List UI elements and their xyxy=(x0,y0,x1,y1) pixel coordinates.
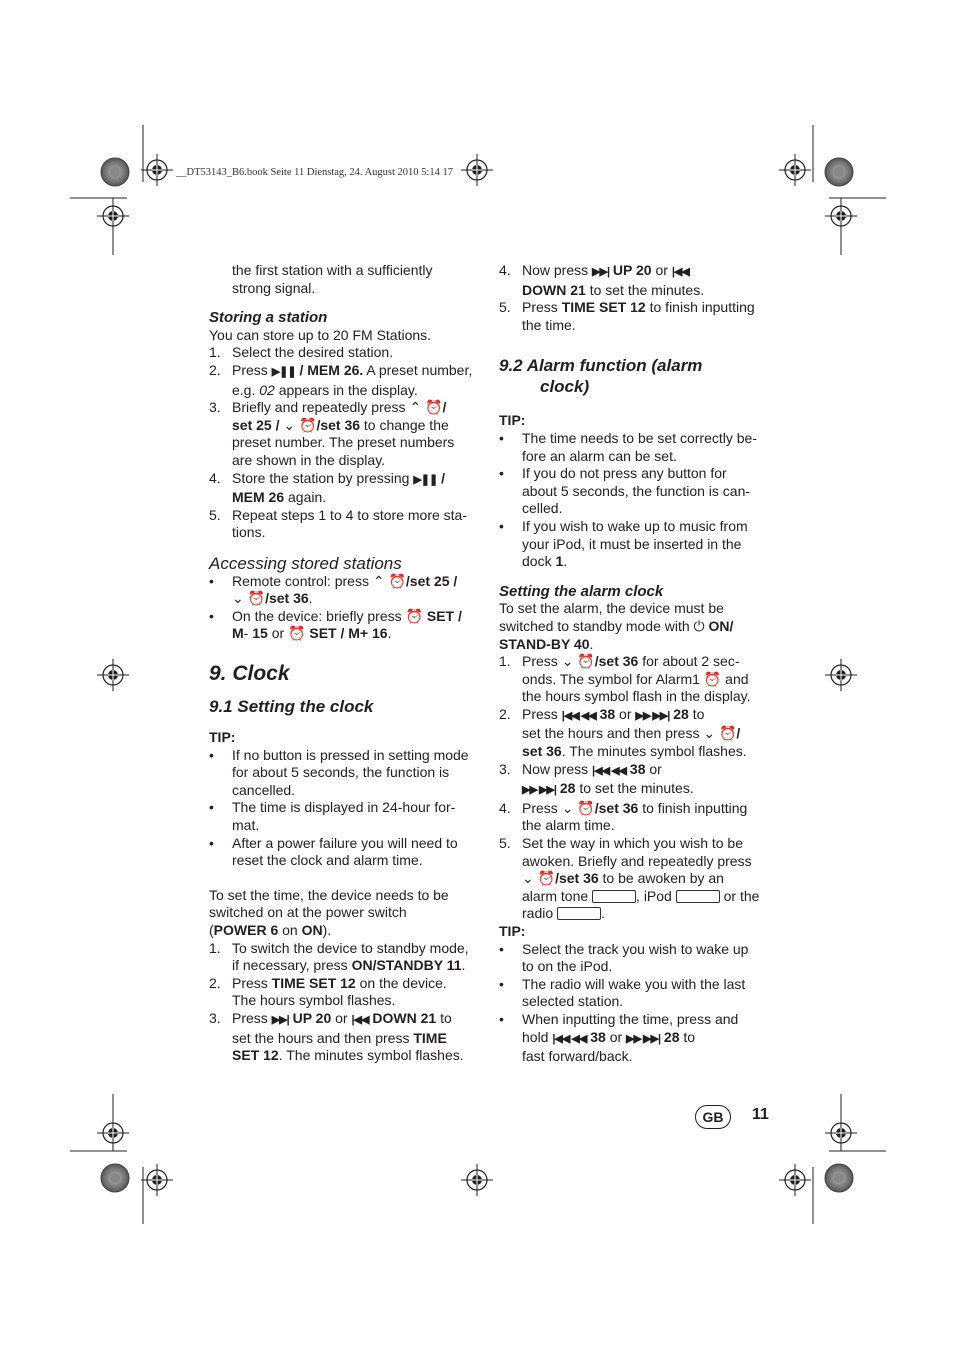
list-item: 4. Press ⌄ ⏰/set 36 to finish inputting the alarm time. xyxy=(499,799,748,834)
alarm-bell-icon: ⏰ xyxy=(288,625,306,642)
up-arrow-icon: ⌃ xyxy=(409,399,422,416)
alarm-tone-icon xyxy=(592,890,636,903)
alarm-bell-icon: ⏰ xyxy=(405,607,423,624)
list-item: 5. Repeat steps 1 to 4 to store more sta- tions. xyxy=(209,506,468,541)
bullet-item: • When inputting the time, press and hold |◀◀ ◀◀ 38 or ▶▶ ▶▶| 28 to fast forward/back. xyxy=(499,1010,739,1065)
alarm1-icon: ⏰ xyxy=(703,670,722,687)
right-column xyxy=(499,262,767,1066)
tip-label: TIP: xyxy=(499,923,526,939)
skip-forward-icon: ▶▶| xyxy=(271,1013,289,1026)
list-item: 1. Press ⌄ ⏰/set 36 for about 2 sec- onds. The symbol for Alarm1 ⏰ and the hours symbol flash in the display. xyxy=(499,653,751,705)
rewind-icon: |◀◀ ◀◀ xyxy=(552,1032,587,1045)
down-arrow-icon: ⌄ xyxy=(703,725,716,742)
down-arrow-icon: ⌄ xyxy=(561,799,574,816)
bullet-item: • If you do not press any button for about 5 seconds, the function is can- celled. xyxy=(499,465,751,517)
alarm1-icon: ⏰ xyxy=(537,870,556,887)
list-item: 3. Briefly and repeatedly press ⌃ ⏰/ set 25 / ⌄ ⏰/set 36 to change the preset number. The preset numbers are shown in the display. xyxy=(209,399,455,468)
setting-paragraph: To set the time, the device needs to be switched on at the power switch (POWER 6 on ON). xyxy=(209,886,449,938)
list-item: 3. Press ▶▶| UP 20 or |◀◀ DOWN 21 to set the hours and then press TIME SET 12. The minutes symbol flashes. xyxy=(209,1009,464,1064)
bullet-item: • If no button is pressed in setting mode for about 5 seconds, the function is cancelled. xyxy=(209,746,469,798)
page-number: 11 xyxy=(752,1106,769,1123)
storing-heading: Storing a station xyxy=(209,309,328,327)
list-item: 4. Now press ▶▶| UP 20 or |◀◀ DOWN 21 to set the minutes. xyxy=(499,262,705,298)
print-header: __DT53143_B6.book Seite 11 Dienstag, 24. August 2010 5:14 17 xyxy=(176,167,453,178)
bullet-item: • If you wish to wake up to music from your iPod, it must be inserted in the dock 1. xyxy=(499,517,748,570)
list-item: 1. To switch the device to standby mode, if necessary, press ON/STANDBY 11. xyxy=(209,939,469,974)
setting-alarm-heading: Setting the alarm clock xyxy=(499,582,664,600)
bullet-item: • The radio will wake you with the last selected station. xyxy=(499,975,746,1010)
alarm1-icon: ⏰ xyxy=(247,590,266,607)
alarm-heading: 9.2 Alarm function (alarm clock) xyxy=(499,356,703,397)
list-item: 5. Press TIME SET 12 to finish inputting the time. xyxy=(499,299,755,333)
bullet-item: • After a power failure you will need to reset the clock and alarm time. xyxy=(209,834,458,869)
intro-text: the first station with a sufficiently strong signal. xyxy=(232,262,433,296)
tip-label: TIP: xyxy=(209,729,236,746)
radio-icon xyxy=(557,907,601,920)
alarm1-icon: ⏰ xyxy=(577,799,595,816)
fast-forward-icon: ▶▶ ▶▶| xyxy=(635,709,670,722)
play-pause-icon: ▶❚❚ xyxy=(271,365,296,378)
down-arrow-icon: ⌄ xyxy=(232,590,244,607)
fast-forward-icon: ▶▶ ▶▶| xyxy=(626,1032,661,1045)
setting-alarm-intro: To set the alarm, the device must be switched to standby mode with ⏻ ON/ STAND-BY 40. xyxy=(499,600,734,652)
ipod-icon xyxy=(676,890,720,903)
down-arrow-icon: ⌄ xyxy=(561,653,574,670)
list-item: 4. Store the station by pressing ▶❚❚ / MEM 26 again. xyxy=(209,469,446,506)
list-item: 2. Press ▶❚❚ / MEM 26. A preset number, e.g. 02 appears in the display. xyxy=(209,361,473,398)
accessing-heading: Accessing stored stations xyxy=(209,553,402,573)
alarm2-icon: ⏰ xyxy=(388,572,406,589)
bullet-item: • The time needs to be set correctly be- fore an alarm can be set. xyxy=(499,429,757,464)
setting-clock-heading: 9.1 Setting the clock xyxy=(209,697,374,717)
fast-forward-icon: ▶▶ ▶▶| xyxy=(522,784,556,797)
storing-intro: You can store up to 20 FM Stations. xyxy=(209,326,432,343)
bullet-item: • Select the track you wish to wake up to on the iPod. xyxy=(499,940,749,975)
clock-heading: 9. Clock xyxy=(209,661,290,685)
rewind-icon: |◀◀ ◀◀ xyxy=(561,709,596,722)
skip-back-icon: |◀◀ xyxy=(671,266,689,278)
list-item: 5. Set the way in which you wish to be awoken. Briefly and repeatedly press ⌄ ⏰/set 36 to be awoken by an alarm tone , iPod or the radio . xyxy=(499,835,760,922)
down-arrow-icon: ⌄ xyxy=(522,870,534,887)
rewind-icon: |◀◀ ◀◀ xyxy=(592,764,627,777)
skip-back-icon: |◀◀ xyxy=(351,1013,369,1026)
bullet-item: • Remote control: press ⌃ ⏰/set 25 / ⌄ ⏰/set 36. xyxy=(209,572,458,607)
alarm2-icon: ⏰ xyxy=(425,399,443,416)
bullet-item: • On the device: briefly press ⏰ SET / M- 15 or ⏰ SET / M+ 16. xyxy=(209,607,462,642)
bullet-item: • The time is displayed in 24-hour for- mat. xyxy=(209,799,456,834)
list-item: 1. Select the desired station. xyxy=(209,344,394,361)
tip-label: TIP: xyxy=(499,412,526,429)
skip-forward-icon: ▶▶| xyxy=(592,266,610,278)
down-arrow-icon: ⌄ xyxy=(283,416,296,433)
play-pause-icon: ▶❚❚ xyxy=(413,473,438,486)
left-column xyxy=(209,262,477,1065)
list-item: 3. Now press |◀◀ ◀◀ 38 or ▶▶ ▶▶| 28 to set the minutes. xyxy=(499,760,694,797)
language-badge: GB xyxy=(695,1105,731,1129)
alarm1-icon: ⏰ xyxy=(299,416,317,433)
list-item: 2. Press TIME SET 12 on the device. The hours symbol flashes. xyxy=(209,974,447,1009)
alarm1-icon: ⏰ xyxy=(718,725,737,742)
up-arrow-icon: ⌃ xyxy=(372,572,385,589)
alarm1-icon: ⏰ xyxy=(577,653,595,670)
power-icon: ⏻ xyxy=(693,617,705,634)
list-item: 2. Press |◀◀ ◀◀ 38 or ▶▶ ▶▶| 28 to set the hours and then press ⌄ ⏰/ set 36. The minutes symbol flashes. xyxy=(499,705,747,760)
